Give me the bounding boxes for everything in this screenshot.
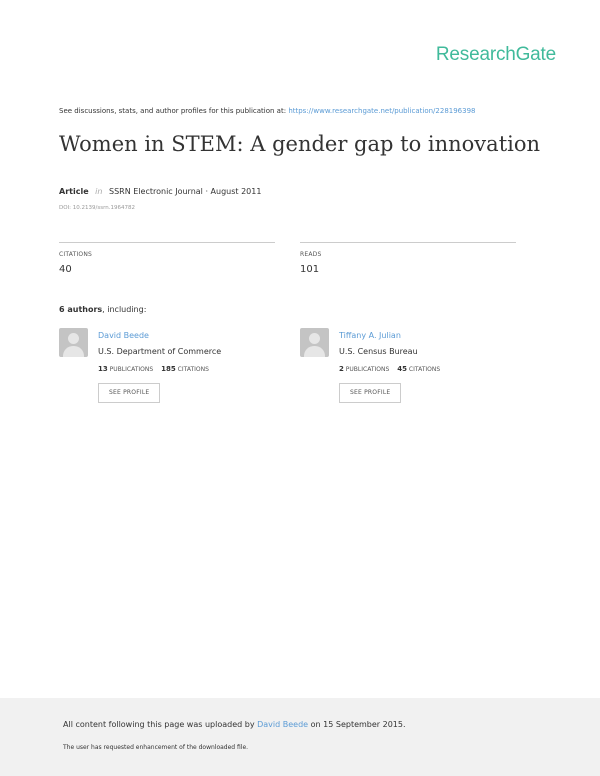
uploader-link[interactable]: David Beede — [257, 720, 309, 729]
citations-count: 40 — [59, 264, 72, 275]
in-label: in — [95, 187, 103, 196]
reads-count: 101 — [300, 264, 320, 275]
authors-suffix: , including: — [102, 305, 147, 314]
avatar[interactable] — [300, 328, 329, 357]
doi: DOI: 10.2139/ssrn.1964782 — [59, 205, 136, 211]
reads-label: READS — [300, 251, 322, 258]
enhancement-note: The user has requested enhancement of the downloaded file. — [63, 744, 249, 751]
authors-heading — [59, 305, 146, 314]
avatar[interactable] — [59, 328, 88, 357]
author-name-link[interactable]: David Beede — [98, 331, 149, 340]
author-institution: U.S. Department of Commerce — [98, 347, 222, 356]
author-publications-count: 13 — [98, 365, 108, 373]
author-counts — [98, 365, 209, 373]
author-publications-label: PUBLICATIONS — [345, 366, 390, 373]
author-counts — [339, 365, 440, 373]
see-discussions-line — [59, 107, 559, 115]
footer — [0, 698, 600, 776]
author-citations-count: 185 — [161, 365, 176, 373]
journal-info[interactable]: SSRN Electronic Journal · August 2011 — [109, 187, 262, 196]
publication-url-link[interactable]: https://www.researchgate.net/publication/228196398 — [288, 107, 476, 115]
author-institution: U.S. Census Bureau — [339, 347, 418, 356]
see-profile-button[interactable]: SEE PROFILE — [98, 383, 160, 403]
authors-count: 6 authors — [59, 305, 103, 314]
upload-info — [63, 720, 406, 729]
author-name-link[interactable]: Tiffany A. Julian — [339, 331, 401, 340]
citations-label: CITATIONS — [59, 251, 93, 258]
see-discussions-text: See discussions, stats, and author profiles for this publication at: — [59, 107, 289, 115]
reads-stat — [300, 242, 516, 275]
author-publications-label: PUBLICATIONS — [109, 366, 154, 373]
citations-stat — [59, 242, 275, 275]
author-publications-count: 2 — [339, 365, 344, 373]
publication-title: Women in STEM: A gender gap to innovation — [59, 132, 541, 156]
see-profile-button[interactable]: SEE PROFILE — [339, 383, 401, 403]
upload-prefix: All content following this page was uploaded by — [63, 720, 258, 729]
author-citations-count: 45 — [397, 365, 407, 373]
publication-type: Article — [59, 187, 89, 196]
upload-suffix: on 15 September 2015. — [308, 720, 406, 729]
researchgate-logo[interactable]: ResearchGate — [435, 44, 556, 65]
author-citations-label: CITATIONS — [408, 366, 441, 373]
author-citations-label: CITATIONS — [177, 366, 209, 373]
publication-meta — [59, 187, 261, 196]
